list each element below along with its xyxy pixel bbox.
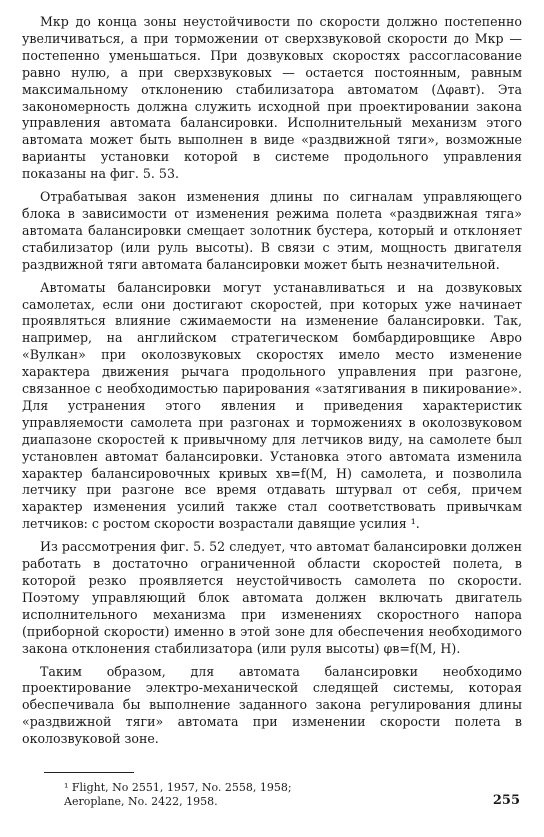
footnote-divider [44, 772, 134, 773]
footnote-line-1: ¹ Flight, No 2551, 1957, No. 2558, 1958; [64, 781, 292, 795]
paragraph-5: Таким образом, для автомата балансировки необходимо проектирование электро-механической следящей системы, которая обеспечивала бы выполнение заданного закона регулирования длины «раздвижной тяги» автомата при изменении скорости полета в околозвуковой зоне. [22, 663, 522, 747]
paragraph-3: Автоматы балансировки могут устанавливаться и на дозвуковых самолетах, если они достигают скоростей, при которых уже начинает проявляться влияние сжимаемости на изменение балансировки. Так, например, на английском стратегическом бомбардировщике Авро «Вулкан» при околозвуковых скоростях имело место изменение характера движения рычага продольного управления при разгоне, связанное с необходимостью парирования «затягивания в пикирование». Для устранения этого явления и приведения характеристик управляемости самолета при разгонах и торможениях в околозвуковом диапазоне скоростей к привычному для летчиков виду, на самолете был установлен автомат балансировки. Установка этого автомата изменила характер балансировочных кривых xв=f(M, H) самолета, и позволила летчику при разгоне все время отдавать штурвал от себя, причем характер изменения усилий также стал соответствовать привычкам летчиков: с ростом скорости возрастали давящие усилия ¹. [22, 279, 522, 532]
page-number: 255 [492, 793, 520, 808]
paragraph-4: Из рассмотрения фиг. 5. 52 следует, что автомат балансировки должен работать в достаточно ограниченной области скоростей полета, в которой резко проявляется неустойчивость самолета по скорости. Поэтому управляющий блок автомата должен включать двигатель исполнительного механизма при изменениях скоростного напора (приборной скорости) именно в этой зоне для обеспечения необходимого закона отклонения стабилизатора (или руля высоты) φв=f(M, H). [22, 539, 522, 656]
paragraph-1: Mкр до конца зоны неустойчивости по скорости должно постепенно увеличиваться, а при торможении от сверхзвуковой скорости до Mкр — постепенно уменьшаться. При дозвуковых скоростях рассогласование равно нулю, а при сверхзвуковых — остается постоянным, равным максимальному отклонению стабилизатора автоматом (Δφавт). Эта закономерность должна служить исходной при проектировании закона управления автомата балансировки. Исполнительный механизм этого автомата может быть выполнен в виде «раздвижной тяги», возможные варианты установки которой в системе продольного управления показаны на фиг. 5. 53. [22, 14, 522, 182]
footnote [64, 781, 522, 809]
footnote-line-2: Aeroplane, No. 2422, 1958. [64, 795, 218, 809]
paragraph-2: Отрабатывая закон изменения длины по сигналам управляющего блока в зависимости от изменения режима полета «раздвижная тяга» автомата балансировки смещает золотник бустера, который и отклоняет стабилизатор (или руль высоты). В связи с этим, мощность двигателя раздвижной тяги автомата балансировки может быть незначительной. [22, 189, 522, 272]
